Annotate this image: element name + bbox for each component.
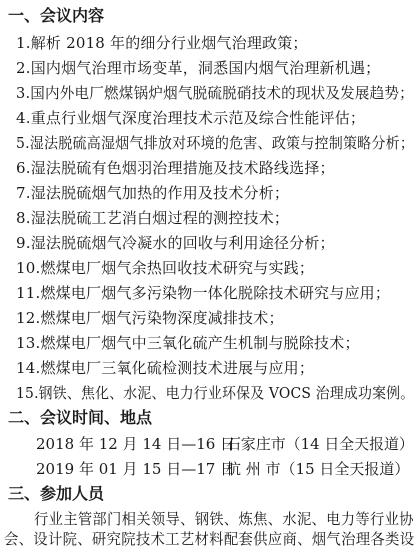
list-item: 5.湿法脱硫高湿烟气排放对环境的危害、政策与控制策略分析； bbox=[16, 134, 415, 152]
list-item: 12.燃煤电厂烟气污染物深度减排技术； bbox=[16, 309, 284, 327]
list-item: 4.重点行业烟气深度治理技术示范及综合性能评估； bbox=[16, 109, 366, 127]
list-item: 15.钢铁、焦化、水泥、电力行业环保及 VOCS 治理成功案例。 bbox=[16, 384, 415, 402]
paragraph-line: 会、设计院、研究院技术工艺材料配套供应商、烟气治理各类设 bbox=[4, 530, 415, 548]
section-3-heading: 三、参加人员 bbox=[8, 484, 105, 503]
list-item: 2.国内烟气治理市场变革，洞悉国内烟气治理新机遇； bbox=[16, 59, 381, 77]
list-item: 9.湿法脱硫烟气冷凝水的回收与利用途径分析； bbox=[16, 234, 335, 252]
section-2-heading: 二、会议时间、地点 bbox=[8, 408, 153, 427]
schedule-place: 石家庄市（14 日全天报道） bbox=[226, 435, 414, 453]
list-item: 14.燃煤电厂三氧化硫检测技术进展与应用； bbox=[16, 359, 315, 377]
list-item: 10.燃煤电厂烟气余热回收技术研究与实践； bbox=[16, 259, 315, 277]
list-item: 8.湿法脱硫工艺消白烟过程的测控技术； bbox=[16, 209, 290, 227]
schedule-date: 2019 年 01 月 15 日—17 日 bbox=[36, 460, 236, 478]
list-item: 11.燃煤电厂烟气多污染物一体化脱除技术研究与应用； bbox=[16, 284, 391, 302]
list-item: 3.国内外电厂燃煤锅炉烟气脱硫脱硝技术的现状及发展趋势； bbox=[16, 84, 414, 102]
schedule-place: 杭 州 市（15 日全天报道） bbox=[226, 460, 410, 478]
schedule-date: 2018 年 12 月 14 日—16 日 bbox=[36, 435, 236, 453]
list-item: 7.湿法脱硫烟气加热的作用及技术分析； bbox=[16, 184, 290, 202]
paragraph-line: 行业主管部门相关领导、钢铁、炼焦、水泥、电力等行业协 bbox=[34, 510, 414, 528]
section-1-heading: 一、会议内容 bbox=[8, 6, 105, 25]
list-item: 13.燃煤电厂烟气中三氧化硫产生机制与脱除技术； bbox=[16, 334, 360, 352]
list-item: 6.湿法脱硫有色烟羽治理措施及技术路线选择； bbox=[16, 159, 335, 177]
list-item: 1.解析 2018 年的细分行业烟气治理政策； bbox=[16, 34, 308, 52]
